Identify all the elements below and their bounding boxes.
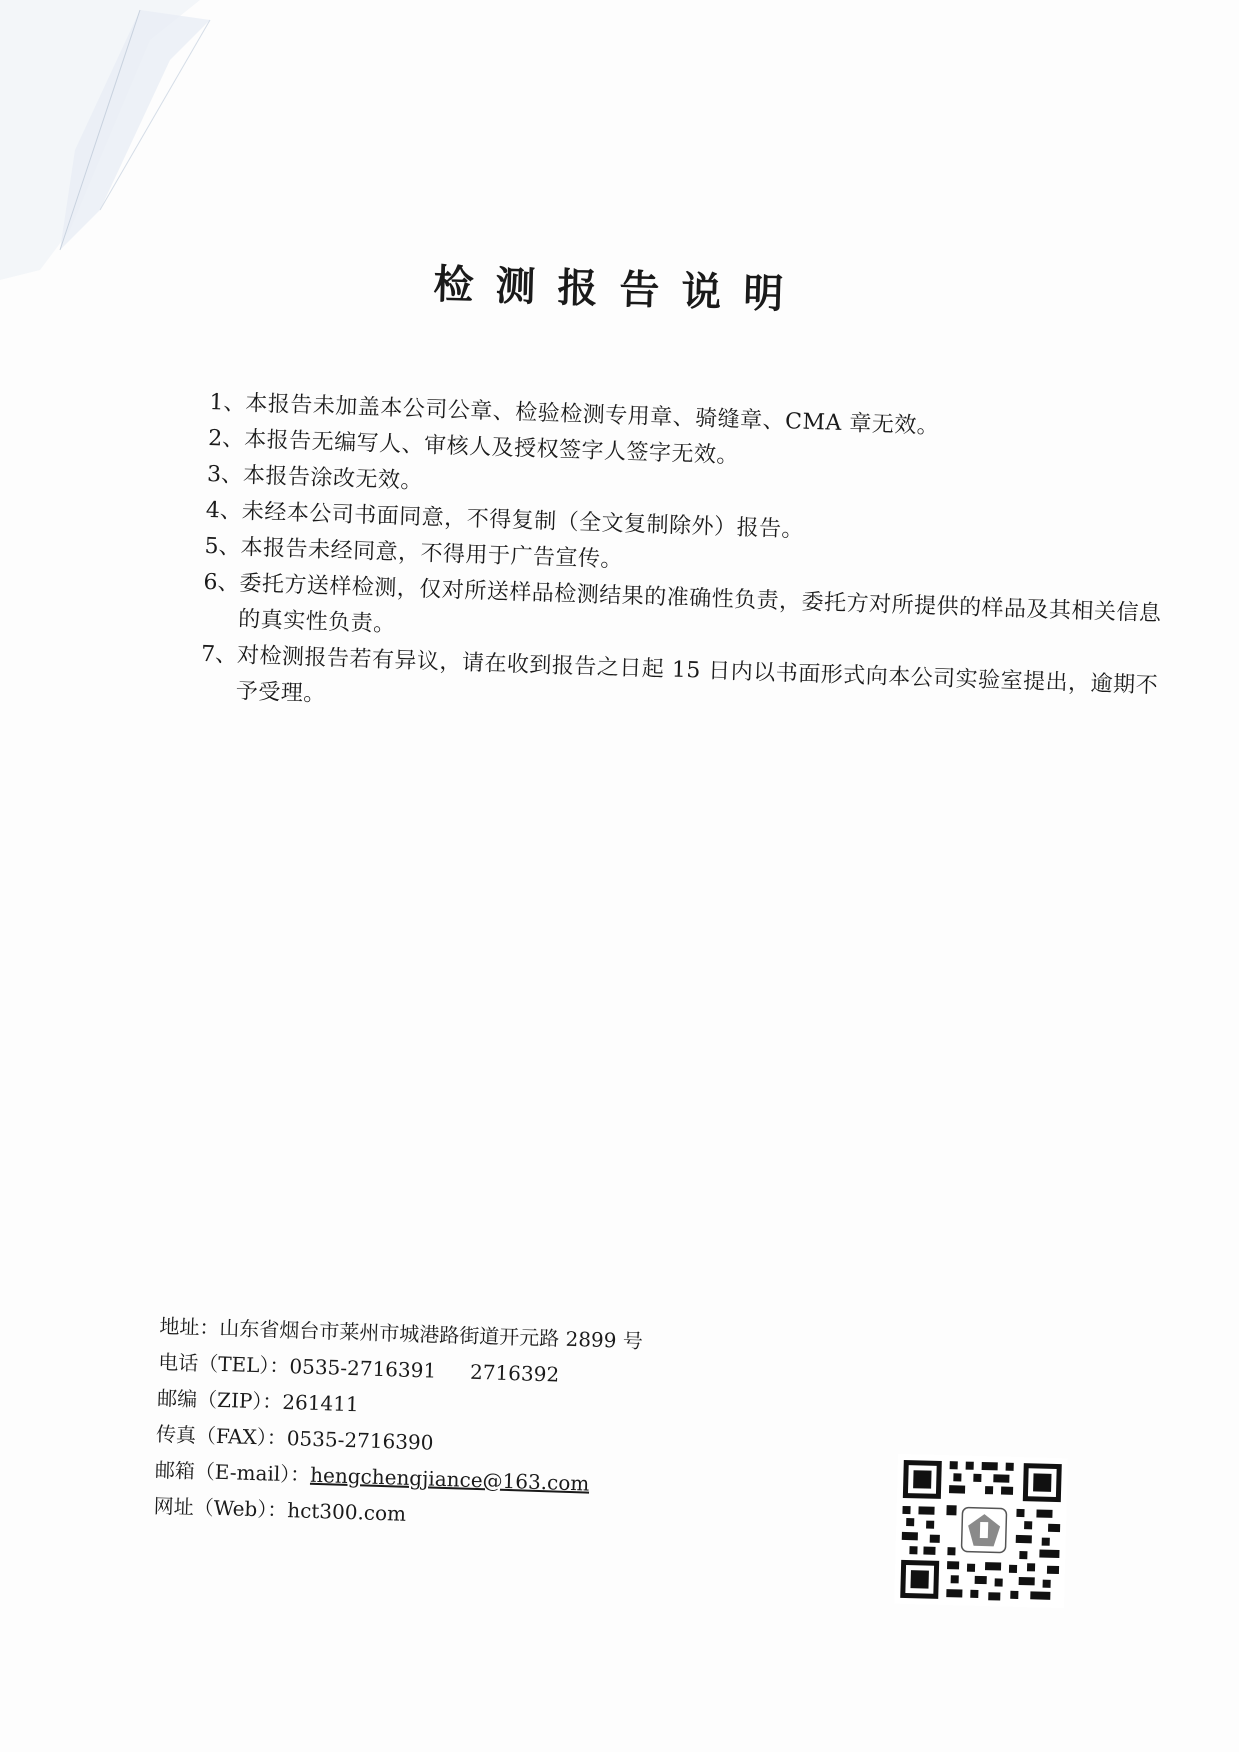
zip-value: 261411 [281,1389,360,1417]
fax-value: 0535-2716390 [286,1426,434,1455]
note-text: 本报告未经同意，不得用于广告宣传。 [240,535,624,573]
page-title: 检测报告说明 [432,261,806,319]
note-number: 2、 [207,425,245,453]
qr-finder-top-right [1023,1463,1062,1502]
qr-code [894,1454,1068,1608]
note-number: 3、 [206,461,244,489]
qr-finder-top-left [903,1460,942,1499]
note-text: 本报告涂改无效。 [242,463,424,495]
tel-value-2: 2716392 [469,1359,560,1387]
note-text: 对检测报告若有异议，请在收到报告之日起 15 日内以书面形式向本公司实验室提出，逾期不予受理。 [235,643,1159,708]
address-label: 地址： [159,1313,220,1340]
note-number: 7、 [200,641,238,669]
note-text: 本报告无编写人、审核人及授权签字人签字无效。 [243,427,740,469]
folded-corner [0,0,240,280]
note-number: 4、 [205,497,243,525]
email-link[interactable]: hengchengjiance@163.com [309,1462,590,1496]
address-value: 山东省烟台市莱州市城港路街道开元路 2899 号 [219,1315,644,1354]
web-label: 网址（Web）： [153,1493,288,1523]
notes-list [199,385,1169,741]
tel-value: 0535-2716391 [289,1354,437,1383]
email-label: 邮箱（E-mail）： [154,1457,311,1487]
note-text: 未经本公司书面同意，不得复制（全文复制除外）报告。 [241,499,805,543]
contact-info [153,1308,779,1543]
zip-label: 邮编（ZIP）： [156,1385,283,1414]
fax-label: 传真（FAX）： [155,1421,288,1451]
qr-center-logo [961,1508,1006,1553]
web-value: hct300.com [286,1498,407,1526]
note-text: 委托方送样检测，仅对所送样品检测结果的准确性负责，委托方对所提供的样品及其相关信息的真实性负责。 [237,571,1162,638]
note-text: 本报告未加盖本公司公章、检验检测专用章、骑缝章、CMA 章无效。 [244,391,940,440]
tel-label: 电话（TEL）： [157,1349,290,1379]
qr-finder-bottom-left [900,1560,939,1599]
note-number: 5、 [204,533,242,561]
note-number: 1、 [209,389,246,417]
note-number: 6、 [203,569,240,597]
